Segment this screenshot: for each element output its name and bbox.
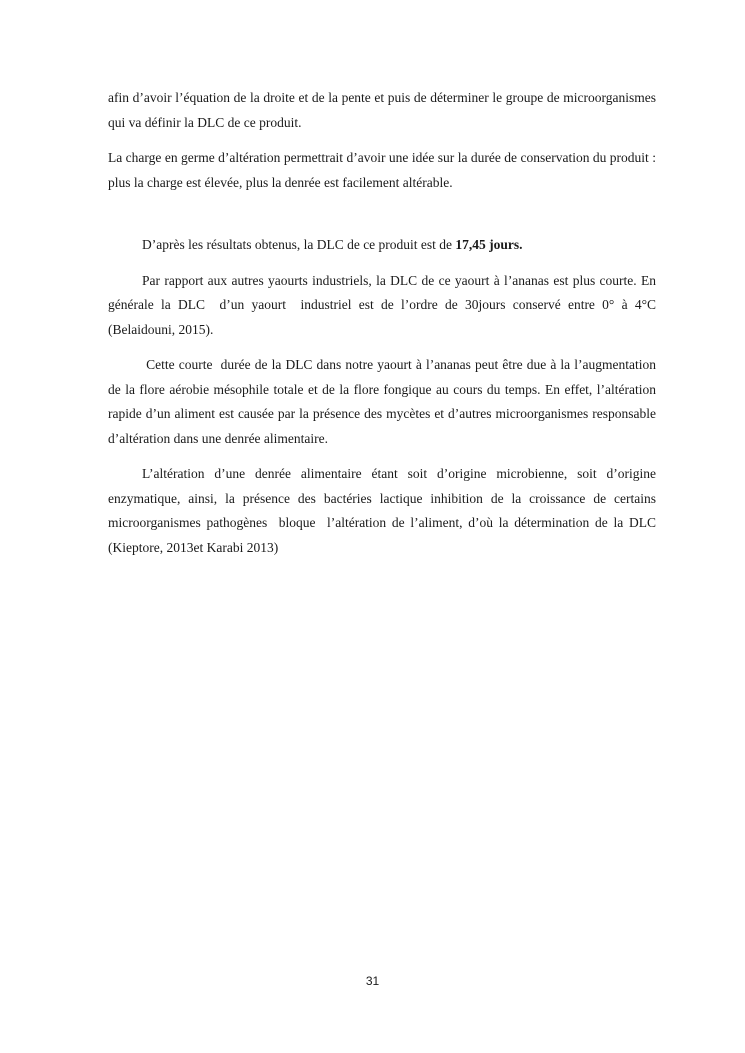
paragraph-charge: La charge en germe d’altération permettrait d’avoir une idée sur la durée de conservation du produit : plus la charge est élevée, plus la denrée est facilement altérable. (108, 150, 656, 190)
paragraph-comparison: Par rapport aux autres yaourts industriels, la DLC de ce yaourt à l’ananas est plus courte. En générale la DLC d’un yaourt industriel est de l’ordre de 30jours conservé entre 0° à 4°C (Belaidouni, 2015). (108, 272, 660, 337)
paragraph-alteration: L’altération d’une denrée alimentaire étant soit d’origine microbienne, soit d’origine enzymatique, ainsi, la présence des bactéries lactique inhibition de la croissance de certains microorganismes pathogènes bloque l’altération de l’aliment, d’où la détermination de la DLC (Kieptore, 2013et Karabi 2013) (108, 466, 660, 555)
result-value: 17,45 jours. (455, 237, 523, 252)
page-number: 31 (365, 974, 380, 988)
paragraph-result (108, 233, 656, 258)
result-lead: D’après les résultats obtenus, la DLC de ce produit est de (142, 237, 456, 252)
paragraph-intro: afin d’avoir l’équation de la droite et de la pente et puis de déterminer le groupe de microorganismes qui va définir la DLC de ce produit. (108, 90, 656, 130)
document-page (108, 86, 660, 560)
paragraph-explanation: Cette courte durée de la DLC dans notre yaourt à l’ananas peut être due à la l’augmentation de la flore aérobie mésophile totale et de la flore fongique au cours du temps. En effet, l’altération rapide d’un aliment est causée par la présence des mycètes et d’autres microorganismes responsable d’altération dans une denrée alimentaire. (108, 357, 660, 446)
